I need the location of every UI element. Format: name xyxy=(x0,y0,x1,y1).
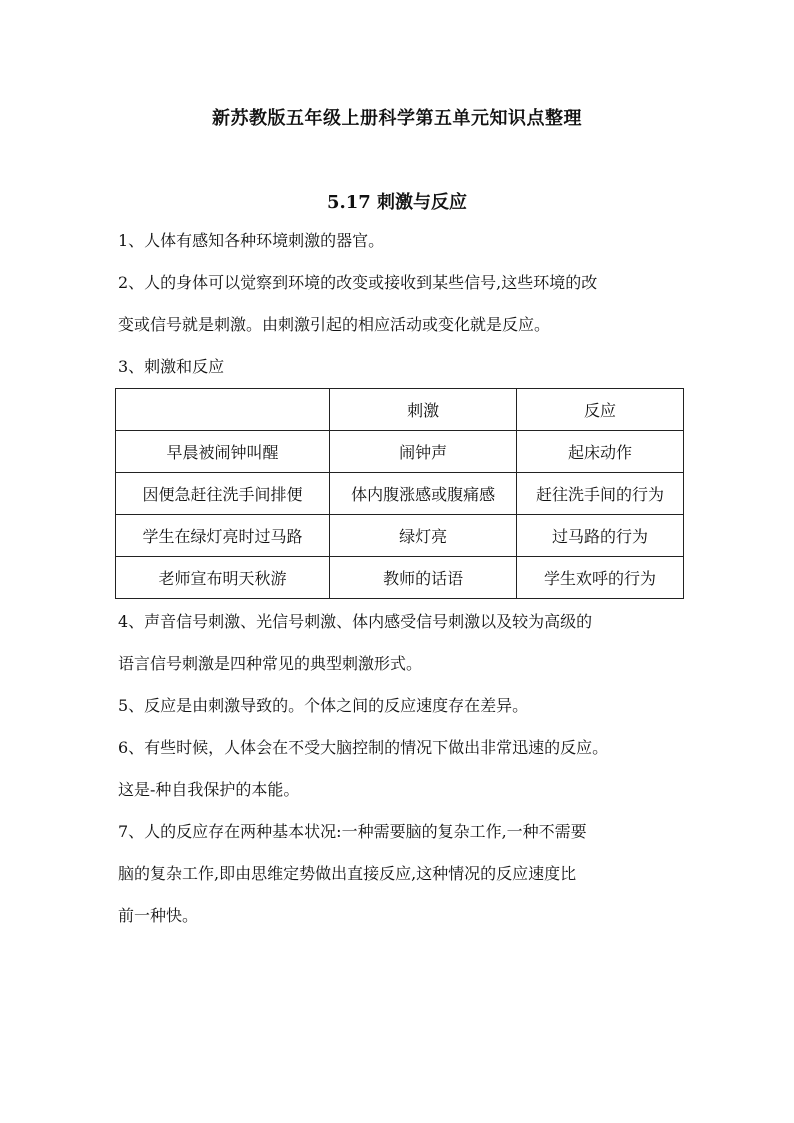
table-cell: 因便急赶往洗手间排便 xyxy=(116,473,330,515)
table-header-cell: 刺激 xyxy=(330,389,517,431)
table-cell: 赶往洗手间的行为 xyxy=(517,473,684,515)
table-header-cell: 反应 xyxy=(517,389,684,431)
paragraph-line: 前一种快。 xyxy=(118,906,199,925)
table-cell: 学生欢呼的行为 xyxy=(517,557,684,599)
document-title: 新苏教版五年级上册科学第五单元知识点整理 xyxy=(212,108,582,129)
paragraph-line: 语言信号刺激是四种常见的典型刺激形式。 xyxy=(118,654,423,673)
section-title: 5.17 刺激与反应 xyxy=(326,192,468,213)
paragraph-line: 这是-种自我保护的本能。 xyxy=(118,780,300,799)
table-row xyxy=(116,515,684,557)
paragraph-line: 3、刺激和反应 xyxy=(118,357,225,376)
table-header-cell xyxy=(116,389,330,431)
paragraph-line: 2、人的身体可以觉察到环境的改变或接收到某些信号,这些环境的改 xyxy=(118,273,598,292)
paragraph-line: 变或信号就是刺激。由刺激引起的相应活动或变化就是反应。 xyxy=(118,315,551,334)
table-cell: 过马路的行为 xyxy=(517,515,684,557)
paragraph-line: 5、反应是由刺激导致的。个体之间的反应速度存在差异。 xyxy=(118,696,529,715)
table-cell: 学生在绿灯亮时过马路 xyxy=(116,515,330,557)
table-cell: 教师的话语 xyxy=(330,557,517,599)
table-cell: 早晨被闹钟叫醒 xyxy=(116,431,330,473)
table-cell: 体内腹涨感或腹痛感 xyxy=(330,473,517,515)
table-cell: 绿灯亮 xyxy=(330,515,517,557)
table-cell: 起床动作 xyxy=(517,431,684,473)
table-row xyxy=(116,557,684,599)
table-cell: 老师宣布明天秋游 xyxy=(116,557,330,599)
table-row xyxy=(116,473,684,515)
table-row xyxy=(116,431,684,473)
paragraph-line: 4、声音信号刺激、光信号刺激、体内感受信号刺激以及较为高级的 xyxy=(118,612,593,631)
table-header-row xyxy=(116,389,684,431)
table-cell: 闹钟声 xyxy=(330,431,517,473)
paragraph-line: 7、人的反应存在两种基本状况:一种需要脑的复杂工作,一种不需要 xyxy=(118,822,587,841)
paragraph-line: 脑的复杂工作,即由思维定势做出直接反应,这种情况的反应速度比 xyxy=(118,864,577,883)
stimulus-response-table xyxy=(115,388,684,599)
paragraph-line: 6、有些时候，人体会在不受大脑控制的情况下做出非常迅速的反应。 xyxy=(118,738,609,757)
paragraph-line: 1、人体有感知各种环境刺激的器官。 xyxy=(118,231,385,250)
